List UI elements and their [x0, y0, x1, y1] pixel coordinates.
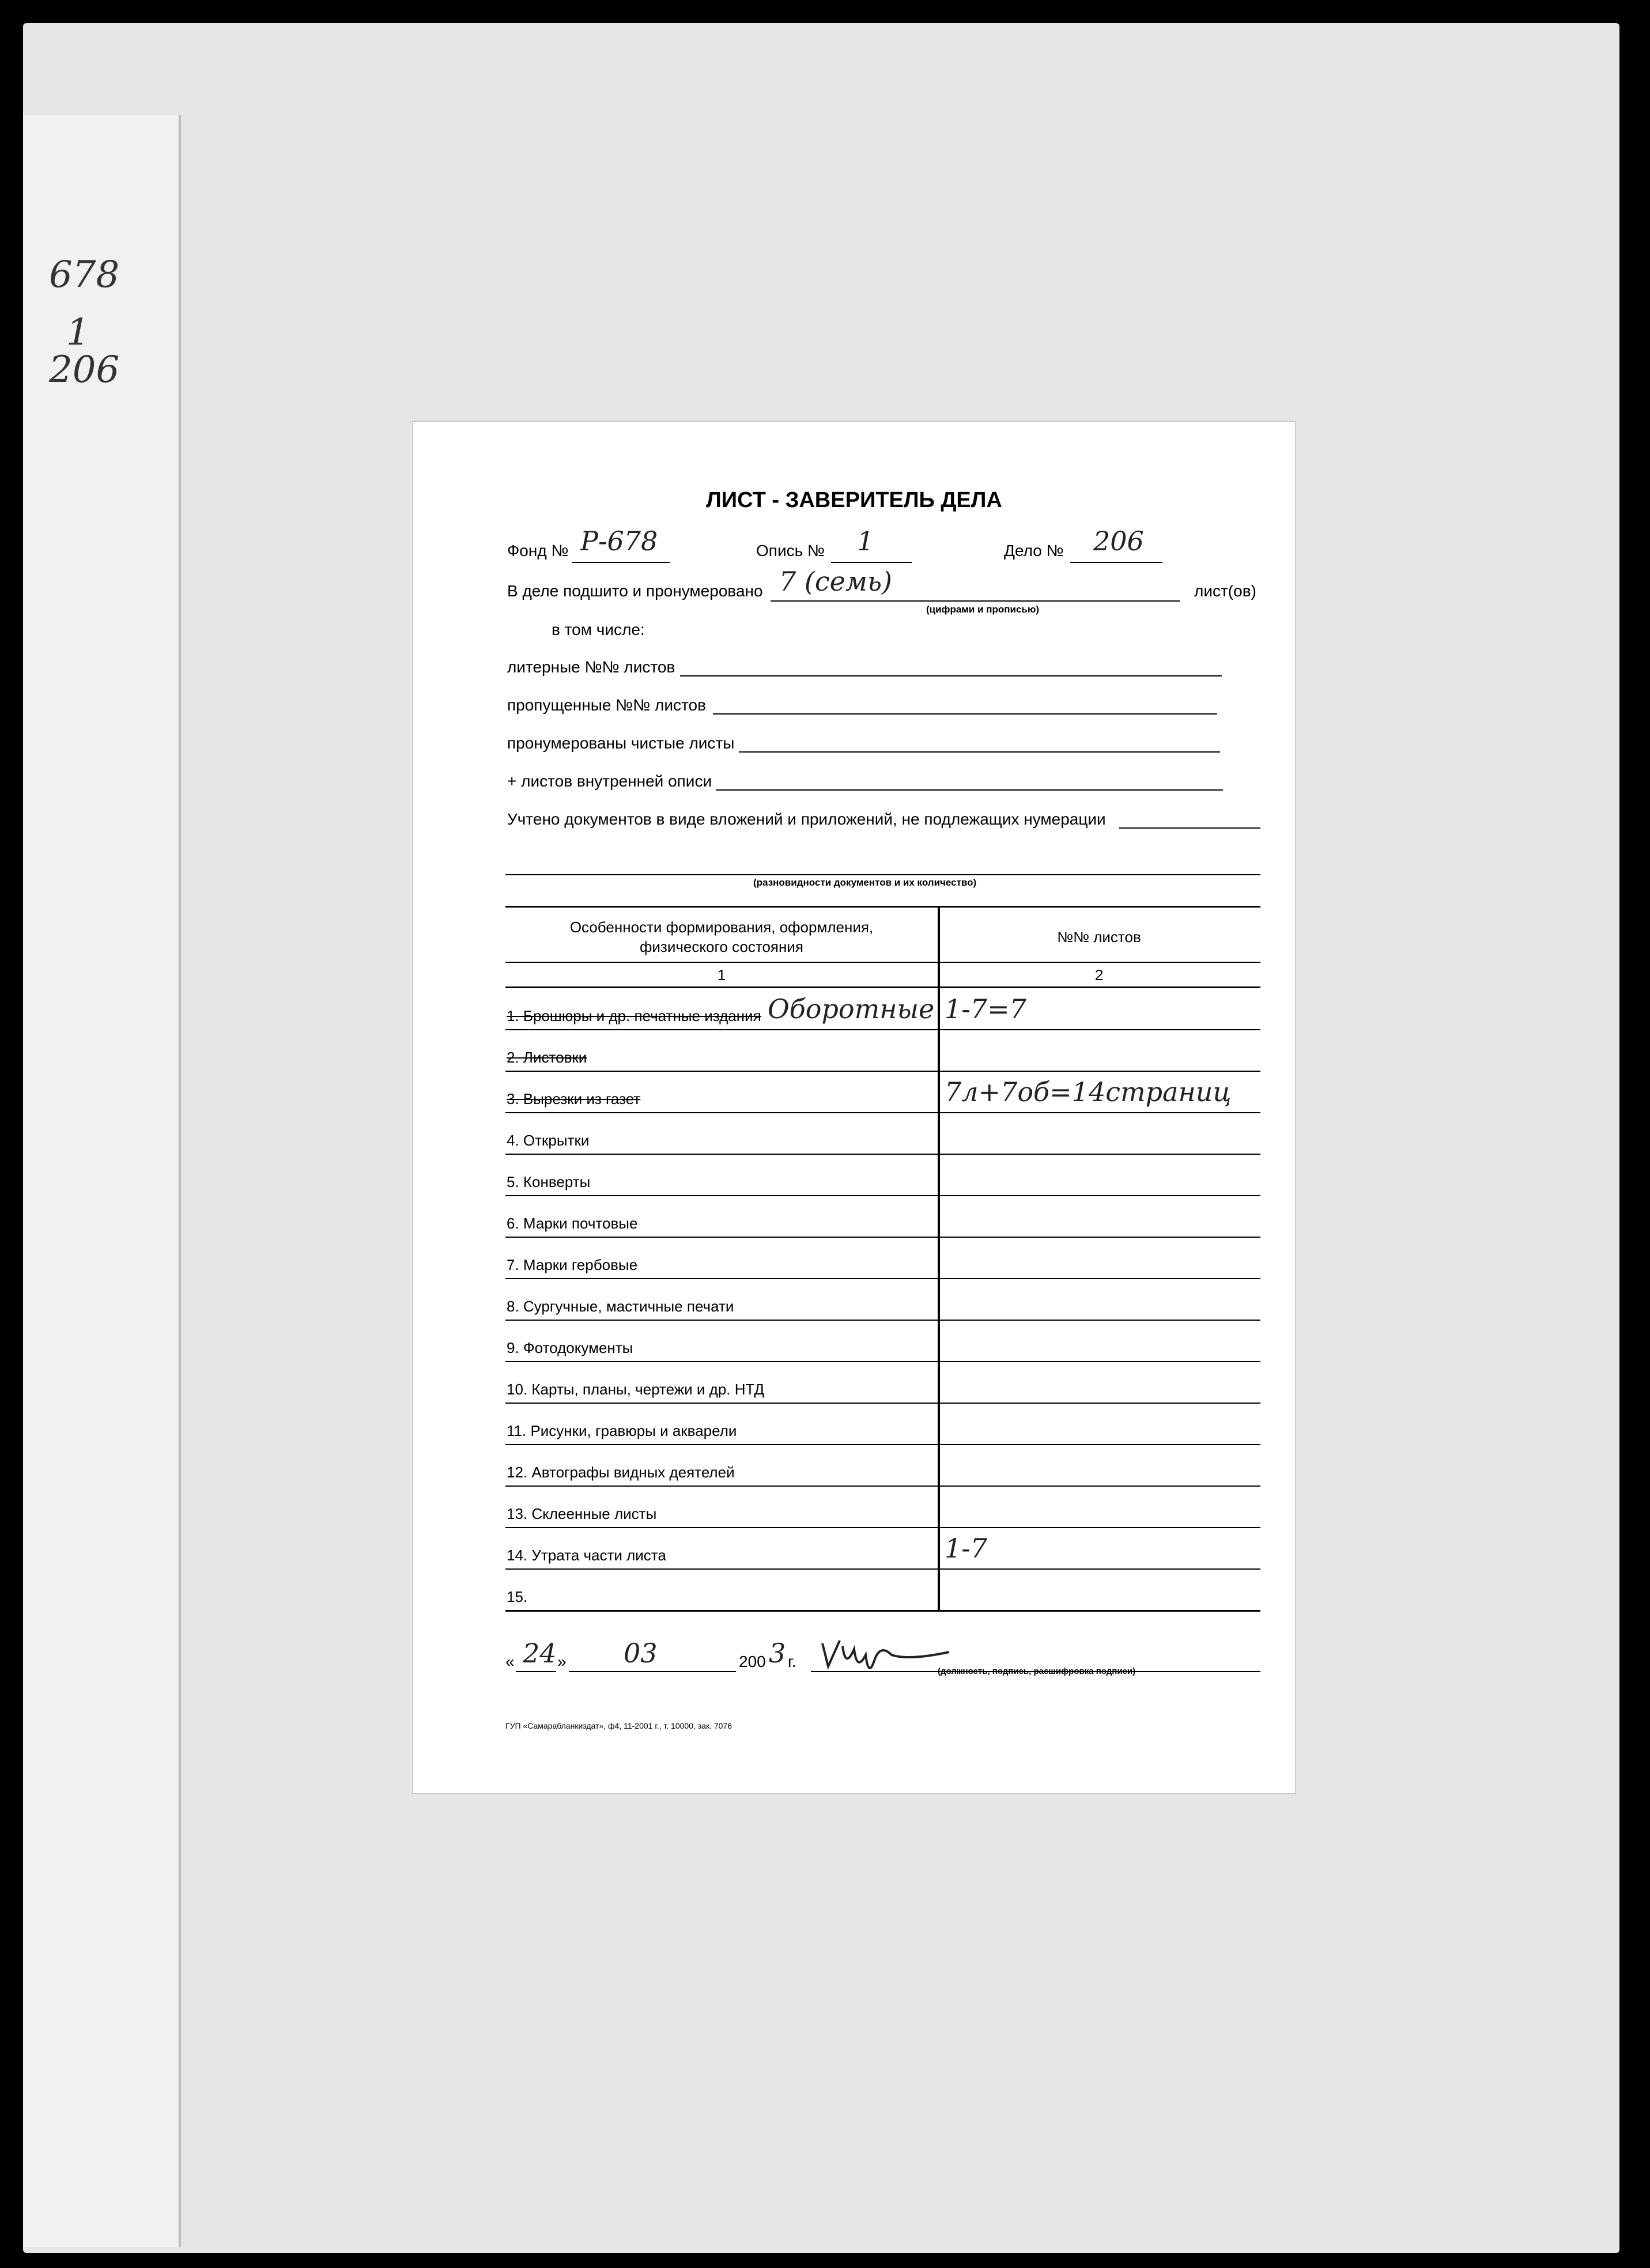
table-row-label: 11. Рисунки, гравюры и акварели	[507, 1422, 737, 1439]
table-row-label: 6. Марки почтовые	[507, 1215, 638, 1232]
numbered-value: 7 (семь)	[779, 566, 892, 597]
folder-spine	[23, 115, 181, 2247]
date-year-label: г.	[788, 1653, 796, 1670]
date-month-underline	[569, 1671, 736, 1672]
table-row-sheets: 1-7=7	[945, 993, 1026, 1025]
table-row-divider	[505, 1527, 1260, 1528]
accounted-underline	[1119, 827, 1260, 829]
fond-value: Р-678	[580, 526, 658, 557]
opis-value: 1	[857, 526, 874, 557]
folder-opis-mark: 1	[66, 311, 90, 354]
folder-fond-mark: 678	[49, 254, 120, 296]
table-row-divider	[505, 1278, 1260, 1279]
table-row-sheets: 1-7	[945, 1533, 988, 1564]
table-row-label: 13. Склеенные листы	[507, 1505, 657, 1522]
delo-underline	[1070, 562, 1162, 563]
table-row-divider	[505, 1361, 1260, 1362]
table-row-divider	[505, 1237, 1260, 1238]
numbered-hint: (цифрами и прописью)	[926, 604, 1040, 615]
literal-underline	[680, 675, 1222, 676]
table-col1-header: Особенности формирования, оформления, физического состояния	[569, 918, 874, 955]
table-row-divider	[505, 1154, 1260, 1155]
table-row-divider	[505, 1320, 1260, 1321]
date-open-quote: «	[505, 1653, 515, 1670]
accounted-label: Учтено документов в виде вложений и приложений, не подлежащих нумерации	[507, 810, 1106, 828]
table-row-label: 12. Автографы видных деятелей	[507, 1464, 735, 1481]
date-day-underline	[516, 1671, 556, 1672]
date-year-prefix: 200	[739, 1653, 766, 1670]
table-row-divider	[505, 1444, 1260, 1445]
table-row-divider	[505, 1485, 1260, 1487]
opis-label: Опись №	[756, 542, 825, 560]
table-row-label: 4. Открытки	[507, 1132, 590, 1149]
internal-label: + листов внутренней описи	[507, 772, 712, 790]
literal-label: литерные №№ листов	[507, 658, 675, 676]
table-row-sheets: 7л+7об=14страниц	[945, 1076, 1232, 1107]
fond-label: Фонд №	[507, 542, 569, 560]
table-col2-header: №№ листов	[1057, 928, 1141, 946]
numbered-suffix: лист(ов)	[1194, 582, 1256, 600]
table-row-label: 15.	[507, 1588, 528, 1605]
date-month: 03	[624, 1638, 658, 1669]
date-year-suffix: 3	[769, 1638, 786, 1669]
table-row-label: 10. Карты, планы, чертежи и др. НТД	[507, 1381, 765, 1398]
table-row-label: 3. Вырезки из газет	[507, 1090, 641, 1107]
fond-underline	[572, 562, 670, 563]
date-day: 24	[523, 1638, 557, 1669]
skipped-label: пропущенные №№ листов	[507, 696, 706, 714]
table-row-divider	[505, 1029, 1260, 1030]
skipped-underline	[713, 713, 1217, 715]
numbered-label: В деле подшито и пронумеровано	[507, 582, 763, 600]
table-row-divider	[505, 1112, 1260, 1113]
table-row-label: 5. Конверты	[507, 1173, 591, 1190]
table-row-label: 9. Фотодокументы	[507, 1339, 633, 1356]
signer-hint: (должность, подпись, расшифровка подписи)	[938, 1666, 1136, 1676]
types-hint: (разновидности документов и их количество)	[753, 877, 977, 888]
table-header-divider	[505, 962, 1260, 963]
table-top-border	[505, 906, 1260, 908]
table-row-label: 2. Листовки	[507, 1049, 587, 1066]
table-row-note: Оборотные	[768, 993, 935, 1025]
table-row-label: 14. Утрата части листа	[507, 1547, 666, 1564]
delo-label: Дело №	[1004, 542, 1064, 560]
opis-underline	[831, 562, 912, 563]
table-row-label: 7. Марки гербовые	[507, 1256, 638, 1273]
table-number-divider	[505, 986, 1260, 988]
table-row-divider	[505, 1568, 1260, 1570]
blank-label: пронумерованы чистые листы	[507, 734, 735, 752]
table-row-label: 1. Брошюры и др. печатные издания	[507, 1007, 761, 1025]
table-row-divider	[505, 1071, 1260, 1072]
types-line	[505, 874, 1260, 875]
certification-sheet	[412, 421, 1296, 1794]
numbered-underline	[771, 600, 1180, 602]
table-column-divider	[938, 906, 940, 1611]
including-label: в том числе:	[552, 621, 645, 638]
table-row-label: 8. Сургучные, мастичные печати	[507, 1298, 734, 1315]
table-col2-number: 2	[1094, 966, 1104, 984]
printer-note: ГУП «Самарабланкиздат», ф4, 11-2001 г., т. 10000, зак. 7076	[505, 1721, 732, 1730]
blank-underline	[739, 751, 1220, 753]
table-col1-number: 1	[717, 966, 726, 984]
delo-value: 206	[1093, 526, 1144, 557]
table-row-divider	[505, 1195, 1260, 1196]
internal-underline	[716, 789, 1223, 791]
form-title: ЛИСТ - ЗАВЕРИТЕЛЬ ДЕЛА	[706, 488, 1002, 512]
table-bottom-border	[505, 1610, 1260, 1612]
folder-delo-mark: 206	[49, 349, 120, 391]
date-close-quote: »	[557, 1653, 567, 1670]
table-row-divider	[505, 1403, 1260, 1404]
